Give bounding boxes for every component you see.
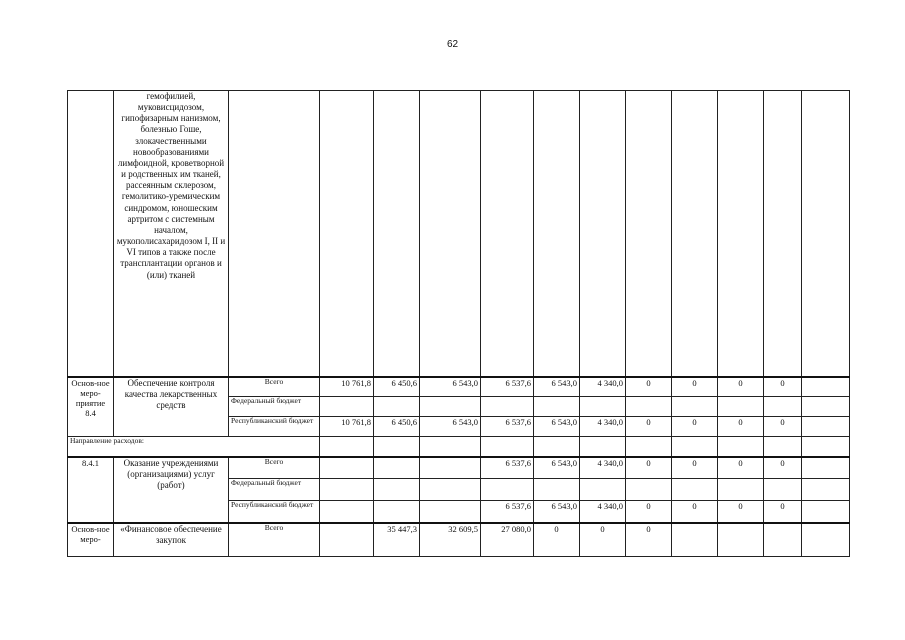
amount-cell: 10 761,8 xyxy=(320,377,374,397)
amount-cell: 0 xyxy=(534,523,580,557)
measure-title: Оказание учреждениями (организациями) услуг (работ) xyxy=(114,457,229,523)
amount-cell: 6 537,6 xyxy=(481,377,534,397)
amount-cell: 0 xyxy=(672,501,718,523)
amount-cell xyxy=(626,479,672,501)
measure-code: Основ-ное меро- xyxy=(68,523,114,557)
item-8-4-1-row xyxy=(68,457,850,479)
continuation-description: гемофилией, муковисцидозом, гипофизарным нанизмом, болезнью Гоше, злокачественными новообразованиями лимфоидной, кроветворной и родственных им тканей, рассеянным склерозом, гемолитико-уремическим синдромом, юношеским артритом с системным началом, мукополисахаридозом I, II и VI типов а также после трансплантации органов и (или) тканей xyxy=(114,91,229,377)
amount-cell: 6 543,0 xyxy=(420,417,481,437)
amount-cell: 4 340,0 xyxy=(580,457,626,479)
amount-cell: 0 xyxy=(764,501,802,523)
amount-cell xyxy=(320,479,374,501)
amount-cell: 32 609,5 xyxy=(420,523,481,557)
amount-cell xyxy=(374,397,420,417)
funding-source: Республиканский бюджет xyxy=(229,501,320,523)
empty-cell xyxy=(802,417,850,437)
empty-cell xyxy=(802,501,850,523)
amount-cell xyxy=(764,523,802,557)
amount-cell xyxy=(420,479,481,501)
amount-cell: 0 xyxy=(626,417,672,437)
amount-cell: 6 450,6 xyxy=(374,417,420,437)
amount-cell: 0 xyxy=(718,457,764,479)
amount-cell xyxy=(320,501,374,523)
amount-cell: 0 xyxy=(764,377,802,397)
amount-cell xyxy=(320,523,374,557)
amount-cell xyxy=(718,523,764,557)
amount-cell xyxy=(718,479,764,501)
amount-cell: 4 340,0 xyxy=(580,417,626,437)
amount-cell xyxy=(374,457,420,479)
amount-cell xyxy=(534,397,580,417)
amount-cell xyxy=(764,479,802,501)
amount-cell xyxy=(420,457,481,479)
amount-cell: 6 450,6 xyxy=(374,377,420,397)
amount-cell xyxy=(320,457,374,479)
amount-cell: 27 080,0 xyxy=(481,523,534,557)
amount-cell: 10 761,8 xyxy=(320,417,374,437)
funding-source: Всего xyxy=(229,377,320,397)
amount-cell xyxy=(580,479,626,501)
amount-cell xyxy=(481,479,534,501)
measure-8-4-row xyxy=(68,377,850,397)
amount-cell xyxy=(420,501,481,523)
amount-cell xyxy=(718,397,764,417)
empty-cell xyxy=(802,479,850,501)
amount-cell: 6 543,0 xyxy=(534,501,580,523)
funding-source: Всего xyxy=(229,457,320,479)
page-number: 62 xyxy=(446,39,459,50)
amount-cell xyxy=(534,479,580,501)
amount-cell: 6 537,6 xyxy=(481,417,534,437)
amount-cell xyxy=(580,397,626,417)
amount-cell xyxy=(420,397,481,417)
amount-cell: 0 xyxy=(626,501,672,523)
expenses-direction-row xyxy=(68,437,850,457)
empty-cell xyxy=(802,457,850,479)
amount-cell: 4 340,0 xyxy=(580,501,626,523)
amount-cell: 0 xyxy=(718,501,764,523)
expenses-direction-label: Направление расходов: xyxy=(68,437,320,457)
empty-cell xyxy=(802,523,850,557)
amount-cell: 0 xyxy=(626,523,672,557)
measure-code: Основ-ное меро-приятие 8.4 xyxy=(68,377,114,437)
amount-cell xyxy=(672,523,718,557)
empty-cell xyxy=(802,397,850,417)
amount-cell: 6 537,6 xyxy=(481,457,534,479)
budget-table xyxy=(67,90,850,557)
amount-cell: 0 xyxy=(672,377,718,397)
continuation-code-cell xyxy=(68,91,114,377)
amount-cell: 0 xyxy=(764,417,802,437)
amount-cell xyxy=(626,397,672,417)
amount-cell: 0 xyxy=(626,377,672,397)
amount-cell: 6 543,0 xyxy=(534,377,580,397)
amount-cell: 0 xyxy=(672,417,718,437)
amount-cell xyxy=(672,479,718,501)
funding-source: Республиканский бюджет xyxy=(229,417,320,437)
amount-cell xyxy=(374,501,420,523)
funding-source: Федеральный бюджет xyxy=(229,479,320,501)
funding-source: Всего xyxy=(229,523,320,557)
amount-cell: 6 543,0 xyxy=(534,417,580,437)
amount-cell: 4 340,0 xyxy=(580,377,626,397)
amount-cell: 6 543,0 xyxy=(534,457,580,479)
amount-cell: 0 xyxy=(718,417,764,437)
amount-cell: 0 xyxy=(672,457,718,479)
amount-cell xyxy=(481,397,534,417)
amount-cell: 0 xyxy=(580,523,626,557)
measure-title: «Финансовое обеспечение закупок xyxy=(114,523,229,557)
empty-cell xyxy=(802,377,850,397)
amount-cell xyxy=(320,397,374,417)
amount-cell xyxy=(764,397,802,417)
amount-cell xyxy=(374,479,420,501)
amount-cell xyxy=(672,397,718,417)
measure-code: 8.4.1 xyxy=(68,457,114,523)
measure-title: Обеспечение контроля качества лекарственных средств xyxy=(114,377,229,437)
amount-cell: 0 xyxy=(626,457,672,479)
amount-cell: 6 543,0 xyxy=(420,377,481,397)
continuation-row xyxy=(68,91,850,377)
funding-source: Федеральный бюджет xyxy=(229,397,320,417)
amount-cell: 6 537,6 xyxy=(481,501,534,523)
amount-cell: 0 xyxy=(718,377,764,397)
amount-cell: 0 xyxy=(764,457,802,479)
next-measure-row xyxy=(68,523,850,557)
amount-cell: 35 447,3 xyxy=(374,523,420,557)
